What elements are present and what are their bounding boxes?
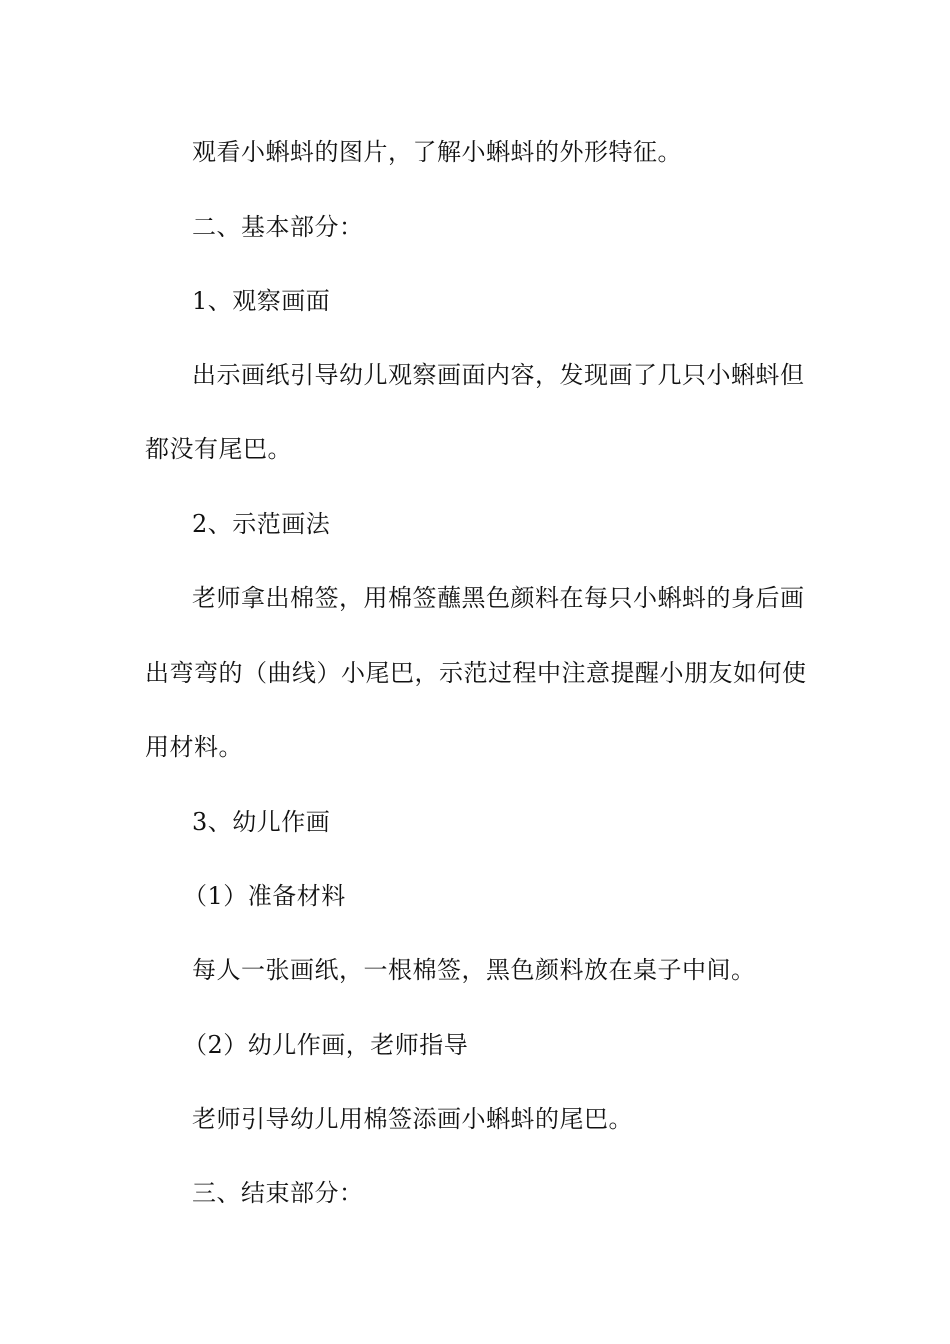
subitem-prepare-materials: （1）准备材料 [183, 882, 346, 910]
subheading-observe: 1、观察画面 [192, 287, 331, 315]
section-heading-basic: 二、基本部分： [192, 213, 364, 241]
section-heading-end: 三、结束部分： [192, 1179, 364, 1207]
paragraph-demo-line1: 老师拿出棉签，用棉签蘸黑色颜料在每只小蝌蚪的身后画 [192, 584, 805, 612]
subheading-demo: 2、示范画法 [192, 510, 331, 538]
subheading-children-draw: 3、幼儿作画 [192, 808, 331, 836]
subitem-children-draw-guide: （2）幼儿作画，老师指导 [183, 1031, 469, 1059]
paragraph-demo-line2: 出弯弯的（曲线）小尾巴，示范过程中注意提醒小朋友如何使 [145, 659, 807, 687]
paragraph-guide: 老师引导幼儿用棉签添画小蝌蚪的尾巴。 [192, 1105, 633, 1133]
paragraph-observe-line2: 都没有尾巴。 [145, 435, 292, 463]
paragraph-intro: 观看小蝌蚪的图片，了解小蝌蚪的外形特征。 [192, 138, 682, 166]
paragraph-materials: 每人一张画纸，一根棉签，黑色颜料放在桌子中间。 [192, 956, 756, 984]
paragraph-demo-line3: 用材料。 [145, 733, 243, 761]
paragraph-observe-line1: 出示画纸引导幼儿观察画面内容，发现画了几只小蝌蚪但 [192, 361, 805, 389]
